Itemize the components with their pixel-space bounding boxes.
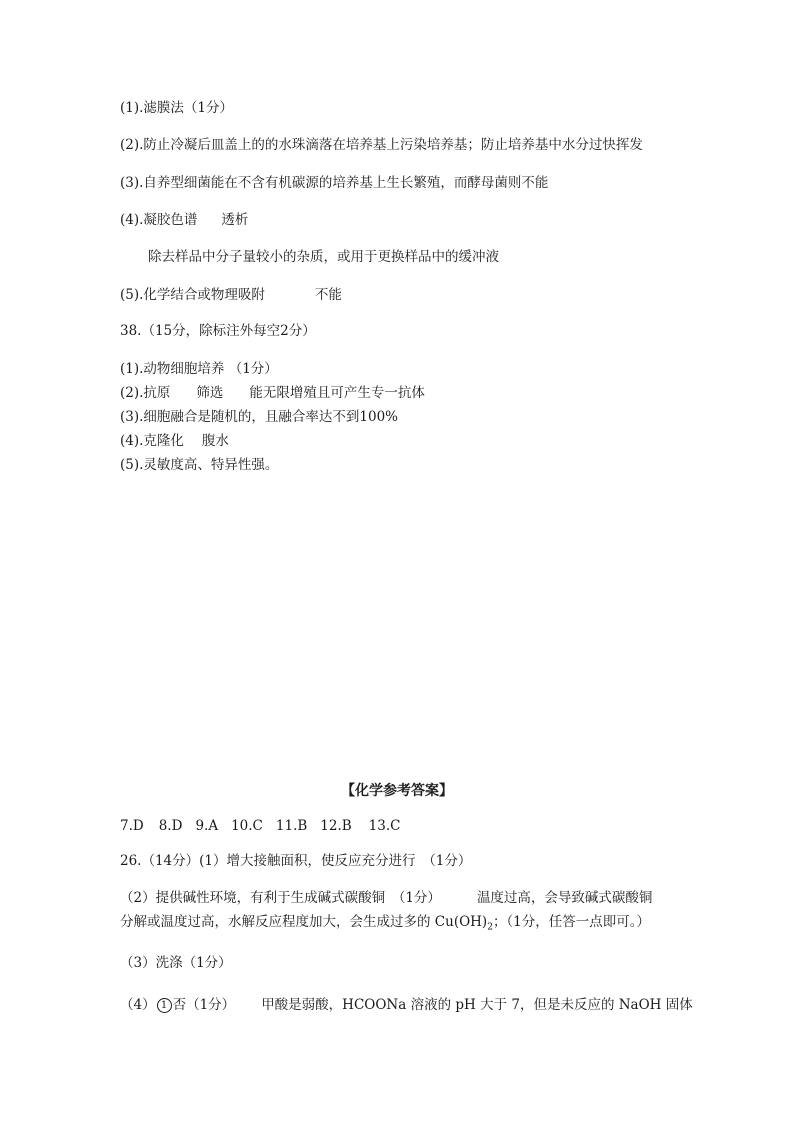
bio-answer-38-5: (5).灵敏度高、特异性强。 xyxy=(120,457,279,473)
bio-answer-38-2 xyxy=(120,384,425,402)
bio-answer-37-4 xyxy=(120,211,248,229)
answer-part: 透析 xyxy=(221,212,249,228)
answer-part: (2).抗原 xyxy=(120,385,171,401)
bio-answer-37-5 xyxy=(120,286,342,304)
chem-multiple-choice-answers xyxy=(120,817,400,835)
chem-answer-26-1: 26.（14分）(1）增大接触面积，使反应充分进行 （1分） xyxy=(120,853,472,869)
answer-part: 分解或温度过高，水解反应程度加大，会生成过多的 Cu(OH) xyxy=(120,914,488,930)
mc-answer: 8.D xyxy=(158,818,183,834)
bio-question-38-header: 38.（15分，除标注外每空2分） xyxy=(120,323,316,339)
answer-part: 否（1分） xyxy=(172,997,236,1013)
mc-answer: 10.C xyxy=(231,818,263,834)
answer-part: 筛选 xyxy=(196,385,224,401)
answer-part: 甲酸是弱酸，HCOONa 溶液的 pH 大于 7，但是未反应的 NaOH 固体 xyxy=(261,997,693,1013)
mc-answer: 12.B xyxy=(320,818,352,834)
answer-part: (4).凝胶色谱 xyxy=(120,212,198,228)
bio-answer-37-1: (1).滤膜法（1分） xyxy=(120,100,234,116)
subscript: 2 xyxy=(487,922,493,933)
answer-part: （4） xyxy=(120,997,156,1013)
answer-part: （2）提供碱性环境，有利于生成碱式碳酸铜 （1分） xyxy=(120,890,441,906)
chem-answer-26-3: （3）洗涤（1分） xyxy=(120,955,232,971)
bio-answer-38-3: (3).细胞融合是随机的，且融合率达不到100% xyxy=(120,409,399,425)
mc-answer: 7.D xyxy=(120,818,144,834)
bio-answer-37-4-explanation: 除去样品中分子量较小的杂质，或用于更换样品中的缓冲液 xyxy=(148,249,499,265)
answer-part: (5).化学结合或物理吸附 xyxy=(120,287,265,303)
bio-answer-38-4 xyxy=(120,432,229,450)
chem-answer-26-2 xyxy=(120,889,652,907)
mc-answer: 13.C xyxy=(368,818,401,834)
answer-part: 不能 xyxy=(314,287,342,303)
chem-answer-26-4 xyxy=(120,996,693,1014)
answer-part: ；（1分，任答一点即可。） xyxy=(492,914,651,930)
answer-part: 能无限增殖且可产生专一抗体 xyxy=(249,385,425,401)
mc-answer: 11.B xyxy=(275,818,308,834)
mc-answer: 9.A xyxy=(195,818,219,834)
bio-answer-38-1: (1).动物细胞培养 （1分） xyxy=(120,361,278,377)
chem-section-title: 【化学参考答案】 xyxy=(341,783,453,799)
answer-part: 温度过高，会导致碱式碳酸铜 xyxy=(476,890,653,906)
answer-part: 腹水 xyxy=(201,433,229,449)
chem-answer-26-2-continued xyxy=(120,913,650,937)
answer-part: (4).克隆化 xyxy=(120,433,184,449)
circled-number-icon: 1 xyxy=(157,998,172,1013)
bio-answer-37-2: (2).防止冷凝后皿盖上的的水珠滴落在培养基上污染培养基；防止培养基中水分过快挥发 xyxy=(120,137,643,153)
bio-answer-37-3: (3).自养型细菌能在不含有机碳源的培养基上生长繁殖，而酵母菌则不能 xyxy=(120,175,549,191)
